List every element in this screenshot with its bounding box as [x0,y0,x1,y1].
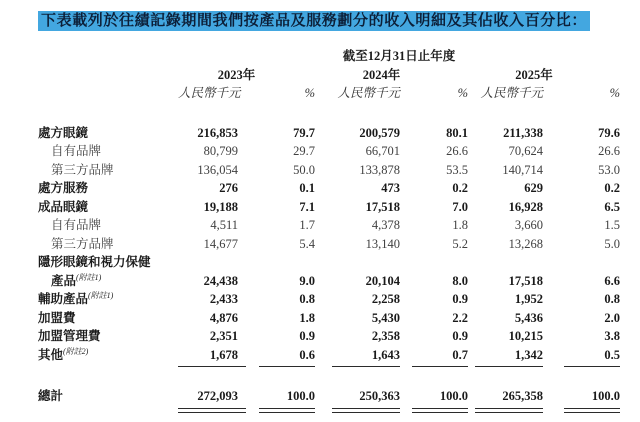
cell-percent: 2.0 [604,310,621,325]
cell-percent: 3.8 [604,329,621,343]
cell-percent: 0.1 [299,181,315,195]
table-row [38,124,620,143]
empty-cell [38,47,178,66]
cell-percent: 100.0 [439,389,468,403]
cell-percent: 0.9 [452,329,468,343]
cell-amount: 1,643 [371,347,400,362]
cell-percent: 29.7 [293,144,315,158]
cell-percent: 26.6 [598,144,621,158]
cell-amount: 2,258 [371,292,400,306]
cell-percent: 7.0 [452,199,468,214]
column-rule-cell [238,364,315,372]
period-header-row [38,47,620,66]
row-label-text: 第三方品牌 [51,162,114,177]
row-label [38,387,178,406]
cell-amount: 2,433 [209,292,238,306]
cell-percent: 5.0 [604,236,621,251]
percent-header-2025: % [609,86,621,100]
single-underline [178,366,246,367]
unit-header-2023: 人民幣千元 [178,86,241,100]
row-label-line1: 隱形眼鏡和視力保健 [38,255,151,269]
header-gap [38,103,620,124]
row-label-text: 總計 [38,389,64,403]
cell-percent: 26.6 [446,144,468,158]
cell-amount: 17,518 [365,199,400,214]
cell-amount: 66,701 [365,144,400,158]
table-row [38,290,620,309]
row-label-text: 處方眼鏡 [38,125,89,140]
year-header-2023: 2023年 [217,67,256,82]
cell-percent: 5.2 [452,236,468,251]
cell-percent: 8.0 [452,273,468,288]
row-label-text: 處方服務 [38,181,89,195]
cell-percent: 0.9 [452,292,468,306]
column-rule-cell [468,406,543,414]
cell-amount: 1,952 [514,292,543,306]
cell-amount: 216,853 [197,125,238,140]
cell-percent: 53.5 [446,162,468,177]
cell-amount: 13,140 [365,236,400,251]
column-rule-cell [400,364,468,372]
table-body [38,124,620,414]
cell-amount: 14,677 [203,236,238,251]
column-rule-cell [238,406,315,414]
cell-amount: 13,268 [508,236,543,251]
cell-amount: 20,104 [365,273,400,288]
double-underline [259,408,315,413]
total-double-rule-row [38,406,620,414]
cell-percent: 0.6 [299,347,315,362]
revenue-breakdown-table [38,47,620,414]
cell-percent: 79.7 [293,125,315,140]
cell-amount: 2,351 [209,329,238,343]
cell-percent: 0.5 [604,347,621,362]
double-underline [178,408,246,413]
cell-percent: 79.6 [598,125,621,140]
table-row [38,198,620,217]
empty-cell [38,364,178,372]
table-row [38,179,620,198]
cell-percent: 1.8 [452,218,468,232]
cell-percent: 0.7 [452,347,468,362]
single-underline [412,366,468,367]
row-label [38,290,178,309]
row-label-text: 加盟費 [38,310,76,325]
table-row [38,161,620,180]
row-label [38,216,178,235]
cell-percent: 1.5 [604,218,621,232]
cell-percent: 0.2 [452,181,468,195]
table-row [38,327,620,346]
unit-header-2025: 人民幣千元 [480,86,543,100]
cell-amount: 4,378 [371,218,400,232]
cell-amount: 272,093 [197,389,238,403]
cell-percent: 2.2 [452,310,468,325]
column-rule-cell [315,406,400,414]
cell-amount: 4,511 [210,218,238,232]
cell-percent: 0.8 [604,292,621,306]
cell-amount: 5,436 [514,310,543,325]
table-row [38,309,620,328]
footnote-marker: (附註1) [76,272,102,282]
cell-amount: 1,342 [514,347,543,362]
double-underline [412,408,468,413]
double-underline [332,408,400,413]
cell-amount: 2,358 [371,329,400,343]
cell-amount: 16,928 [508,199,543,214]
row-label-text: 自有品牌 [51,144,102,158]
cell-amount: 136,054 [197,162,238,177]
row-label-continued [38,253,620,272]
single-underline [564,366,620,367]
cell-amount: 200,579 [359,125,400,140]
page-title: 下表載列於往績記錄期間我們按產品及服務劃分的收入明細及其佔收入百分比： [38,11,590,31]
cell-percent: 100.0 [286,389,315,403]
period-header: 截至12月31日止年度 [342,49,456,63]
footnote-marker: (附註2) [63,346,89,356]
cell-amount: 10,215 [508,329,543,343]
row-label-text: 輔助產品 [38,292,89,306]
title-row [38,10,640,32]
total-row [38,387,620,406]
single-underline [259,366,315,367]
row-label-text: 第三方品牌 [51,236,114,251]
column-rule-cell [400,406,468,414]
cell-amount: 276 [219,181,238,195]
row-label-text: 自有品牌 [51,218,102,232]
row-label-text: 產品 [51,273,77,288]
cell-percent: 7.1 [299,199,315,214]
column-rule-cell [178,406,238,414]
cell-percent: 5.4 [299,236,315,251]
cell-amount: 70,624 [508,144,543,158]
cell-percent: 80.1 [446,125,468,140]
row-label [38,179,178,198]
row-label [38,346,178,365]
unit-header-row [38,84,620,103]
percent-header-2024: % [457,86,468,100]
cell-percent: 6.5 [604,199,621,214]
row-label [38,161,178,180]
cell-percent: 50.0 [293,162,315,177]
column-rule-cell [543,364,620,372]
cell-percent: 1.8 [299,310,315,325]
cell-amount: 140,714 [502,162,543,177]
empty-cell [38,406,178,414]
cell-amount: 1,678 [209,347,238,362]
cell-amount: 629 [524,181,543,195]
row-label-text: 其他 [38,347,64,362]
column-rule-cell [468,364,543,372]
cell-amount: 5,430 [371,310,400,325]
column-rule-cell [543,406,620,414]
cell-amount: 3,660 [514,218,543,232]
empty-cell [38,84,178,103]
table-row [38,272,620,291]
table-row [38,346,620,365]
table-row [38,216,620,235]
table-row [38,142,620,161]
cell-percent: 0.8 [299,292,315,306]
row-label [38,309,178,328]
row-label [38,235,178,254]
cell-amount: 211,338 [503,125,543,140]
cell-percent: 0.2 [604,181,621,195]
unit-header-2024: 人民幣千元 [337,86,400,100]
row-label-text: 成品眼鏡 [38,199,89,214]
single-underline [332,366,400,367]
single-underline [475,366,543,367]
cell-amount: 17,518 [508,273,543,288]
cell-percent: 100.0 [591,389,621,403]
double-underline [564,408,620,413]
row-label [38,142,178,161]
cell-amount: 19,188 [203,199,238,214]
column-rule-cell [178,364,238,372]
row-label [38,198,178,217]
year-header-2025: 2025年 [515,67,553,82]
year-header-2024: 2024年 [362,67,401,82]
pre-total-spacer [38,372,620,387]
cell-amount: 4,876 [209,310,238,325]
cell-percent: 0.9 [299,329,315,343]
row-label [38,272,178,291]
year-header-row [38,66,620,85]
cell-percent: 53.0 [598,162,621,177]
empty-cell [38,66,178,85]
cell-amount: 250,363 [359,389,400,403]
cell-percent: 9.0 [299,273,315,288]
cell-amount: 80,799 [203,144,238,158]
footnote-marker: (附註1) [88,290,114,300]
table-row [38,235,620,254]
subtotal-rule-row [38,364,620,372]
row-label-text: 加盟管理費 [38,329,101,343]
column-rule-cell [315,364,400,372]
percent-header-2023: % [304,86,315,100]
cell-amount: 265,358 [502,389,543,403]
cell-amount: 24,438 [203,273,238,288]
double-underline [475,408,543,413]
row-label [38,124,178,143]
row-label [38,327,178,346]
cell-percent: 1.7 [299,218,315,232]
cell-amount: 133,878 [359,162,400,177]
cell-amount: 473 [381,181,400,195]
cell-percent: 6.6 [604,273,621,288]
